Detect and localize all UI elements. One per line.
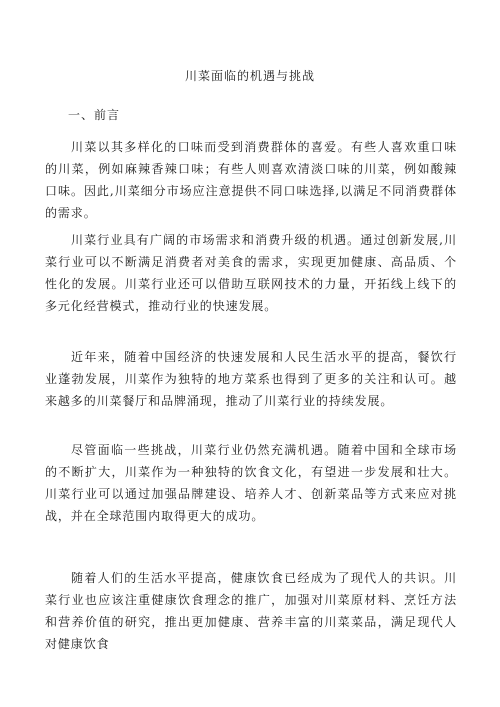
paragraph: 近年来，随着中国经济的快速发展和人民生活水平的提高，餐饮行业蓬勃发展，川菜作为独特的地方菜系也得到了更多的关注和认可。越来越多的川菜餐厅和品牌涌现，推动了川菜行业的持续发展。 [45,350,457,408]
section-heading: 一、前言 [68,108,121,122]
paragraph: 尽管面临一些挑战，川菜行业仍然充满机遇。随着中国和全球市场的不断扩大，川菜作为一种独特的饮食文化，有望进一步发展和壮大。川菜行业可以通过加强品牌建设、培养人才、创新菜品等方式来应对挑战，并在全球范围内取得更大的成功。 [45,443,457,523]
paragraph: 川菜行业具有广阔的市场需求和消费升级的机遇。通过创新发展,川菜行业可以不断满足消费者对美食的需求，实现更加健康、高品质、个性化的发展。川菜行业还可以借助互联网技术的力量，开拓线上线下的多元化经营模式，推动行业的快速发展。 [45,233,457,313]
document-title: 川菜面临的机遇与挑战 [184,69,315,83]
paragraph: 川菜以其多样化的口味而受到消费群体的喜爱。有些人喜欢重口味的川菜，例如麻辣香辣口味；有些人则喜欢清淡口味的川菜，例如酸辣口味。因此,川菜细分市场应注意提供不同口味选择,以满足不同消费群体的需求。 [45,140,457,220]
paragraph: 随着人们的生活水平提高，健康饮食已经成为了现代人的共识。川菜行业也应该注重健康饮食理念的推广，加强对川菜原材料、烹饪方法和营养价值的研究，推出更加健康、营养丰富的川菜菜品，满足现代人对健康饮食 [45,571,457,651]
